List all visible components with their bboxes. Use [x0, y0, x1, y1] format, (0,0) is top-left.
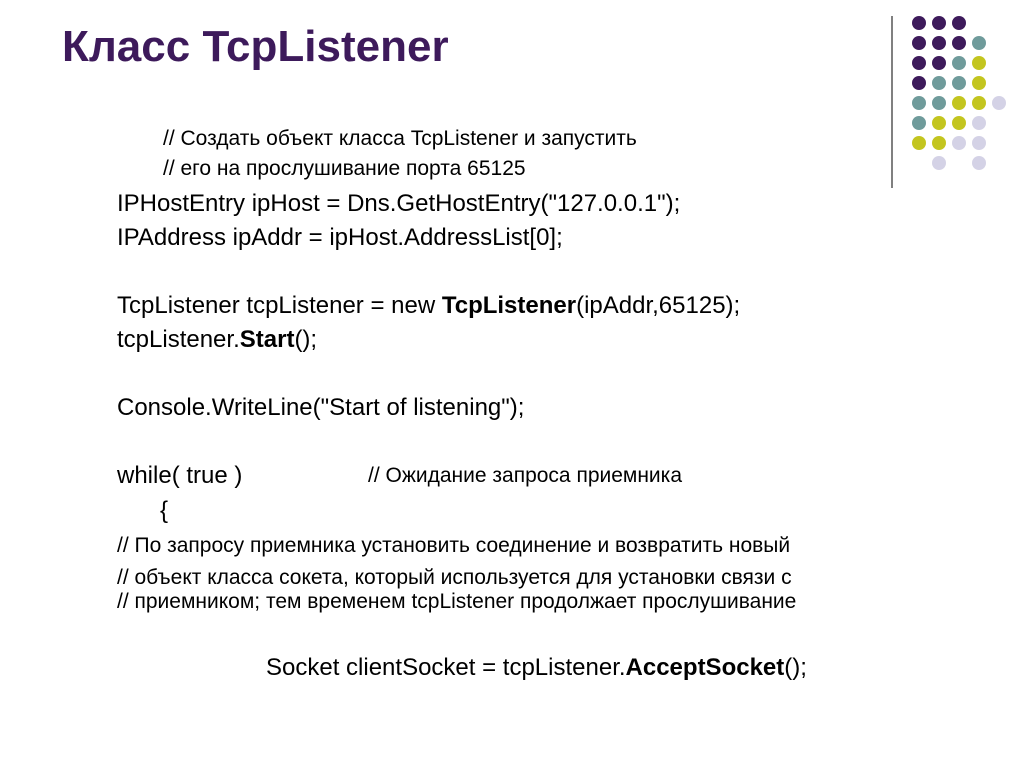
comment-listen: // его на прослушивание порта 65125: [163, 157, 526, 180]
decor-dot: [932, 16, 946, 30]
decor-dot: [932, 56, 946, 70]
decor-dot: [912, 36, 926, 50]
decor-dot: [972, 136, 986, 150]
code-line-ipaddr: IPAddress ipAddr = ipHost.AddressList[0];: [117, 224, 563, 251]
code-line-iphost: IPHostEntry ipHost = Dns.GetHostEntry("127.0.0.1");: [117, 190, 681, 217]
decor-dot: [932, 96, 946, 110]
decor-dot: [972, 56, 986, 70]
decor-dot: [932, 36, 946, 50]
code-keyword-bold: TcpListener: [441, 292, 577, 319]
decor-dot: [972, 156, 986, 170]
decor-dot: [912, 76, 926, 90]
decor-dot: [912, 96, 926, 110]
code-line-new-listener: [117, 292, 740, 320]
code-brace-open: {: [160, 497, 169, 524]
comment-create: // Создать объект класса TcpListener и запустить: [163, 127, 637, 150]
comment-request-3: // приемником; тем временем tcpListener продолжает прослушивание: [117, 590, 797, 613]
code-text: TcpListener tcpListener = new: [117, 292, 442, 319]
comment-wait: // Ожидание запроса приемника: [368, 464, 682, 487]
decor-dot: [952, 56, 966, 70]
divider-line: [891, 16, 893, 188]
decor-dot: [952, 16, 966, 30]
code-text: tcpListener.: [117, 326, 240, 353]
decor-dot: [932, 116, 946, 130]
code-text: ();: [784, 654, 807, 681]
code-line-accept-socket: [266, 654, 807, 682]
decor-dot: [912, 16, 926, 30]
code-text: ();: [294, 326, 318, 353]
code-line-start: [117, 326, 317, 354]
code-line-while: while( true ): [117, 462, 243, 489]
code-keyword-bold: AcceptSocket: [625, 654, 785, 681]
decor-dot: [952, 96, 966, 110]
decor-dot: [992, 96, 1006, 110]
code-line-console: Console.WriteLine("Start of listening");: [117, 394, 525, 421]
decor-dot: [952, 116, 966, 130]
comment-request-1: // По запросу приемника установить соединение и возвратить новый: [117, 534, 791, 557]
decor-dot: [952, 136, 966, 150]
decor-dot: [912, 136, 926, 150]
decor-dot: [932, 156, 946, 170]
code-text: (ipAddr,65125);: [576, 292, 741, 319]
decor-dot: [952, 76, 966, 90]
decor-dot: [972, 76, 986, 90]
decor-dot: [952, 36, 966, 50]
comment-request-2: // объект класса сокета, который используется для установки связи с: [117, 566, 792, 589]
decor-dot: [932, 76, 946, 90]
decor-dot: [912, 116, 926, 130]
decor-dot: [972, 36, 986, 50]
decor-dot: [932, 136, 946, 150]
decor-dot: [912, 56, 926, 70]
code-keyword-bold: Start: [239, 326, 295, 353]
code-text: Socket clientSocket = tcpListener.: [266, 654, 626, 681]
slide-title: Класс TcpListener: [62, 22, 449, 71]
decor-dot: [972, 96, 986, 110]
decor-dot: [972, 116, 986, 130]
